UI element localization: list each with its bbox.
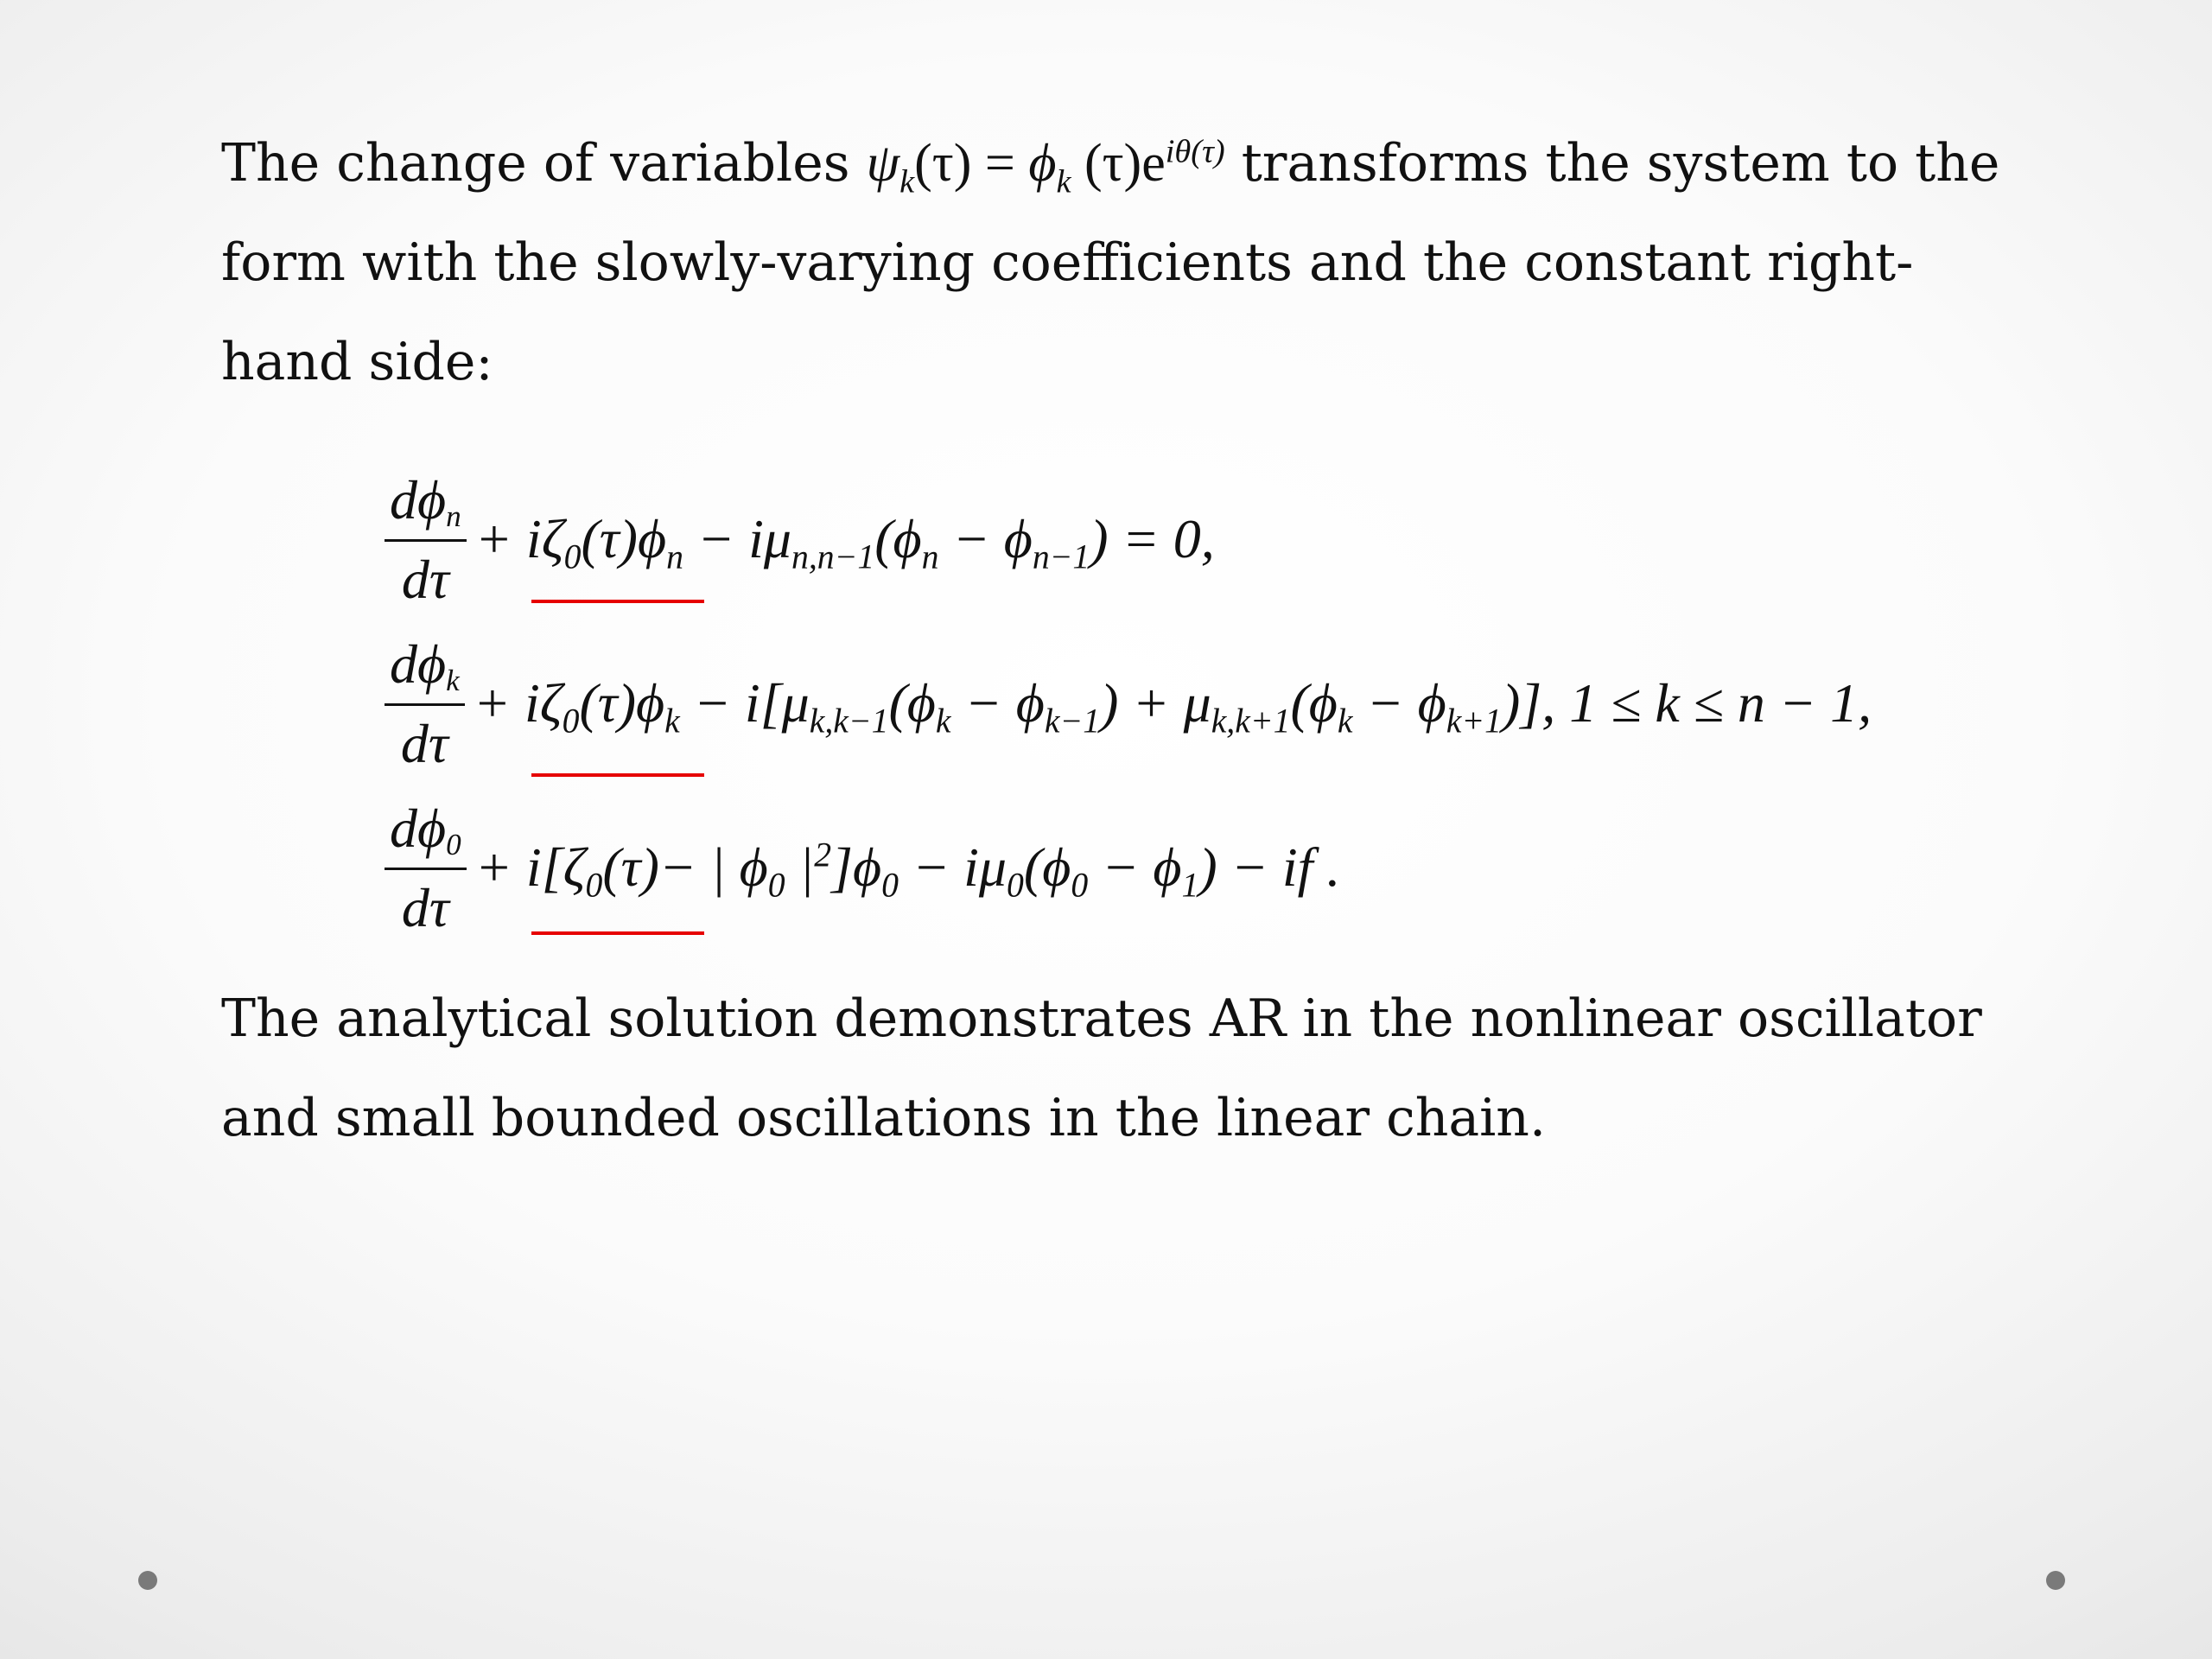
highlight-underline [531, 773, 704, 777]
intro-after: transforms the system to the form with the slowly-varying coefficients and the constant right-hand side: [221, 133, 2000, 392]
derivative-fraction: $\frac{d\phi_n}{d\tau}$ [385, 465, 467, 613]
equation-interior-k [385, 629, 1872, 777]
equation-rhs: + $i\zeta_0(\tau)\phi_k - i[\mu_{k,k-1}(\phi_k - \phi_{k-1}) + \mu_{k,k+1}(\phi_k - \phi_{k+1})]$, 1 ≤ k ≤ n − 1, [473, 671, 1872, 741]
conclusion-paragraph: The analytical solution demonstrates AR in the nonlinear oscillator and small bounded oscillations in the linear chain. [221, 988, 1982, 1148]
highlight-underline [531, 931, 704, 935]
decorative-dot-left [138, 1571, 157, 1590]
substitution-formula: $\psi_k(\tau) = \phi_k$ $(\tau)e^{i\theta(\tau)}$ [866, 133, 1225, 200]
intro-before: The change of variables [221, 133, 867, 194]
equation-rhs: + $i\zeta_0(\tau)\phi_n - i\mu_{n,n-1}(\phi_n - \phi_{n-1}) = 0$, [474, 507, 1215, 576]
intro-paragraph [221, 114, 2018, 412]
decorative-dot-right [2046, 1571, 2065, 1590]
derivative-fraction: $\frac{d\phi_k}{d\tau}$ [385, 629, 465, 777]
derivative-fraction: $\frac{d\phi_0}{d\tau}$ [385, 793, 467, 941]
highlight-underline [531, 600, 704, 603]
equation-oscillator-0 [385, 793, 1340, 941]
equation-boundary-n [385, 465, 1215, 613]
equation-rhs: + $i[\zeta_0(\tau)-$ | $\phi_0$ $|^2]\phi_0 - i\mu_0(\phi_0 - \phi_1)$ − if . [474, 836, 1341, 905]
